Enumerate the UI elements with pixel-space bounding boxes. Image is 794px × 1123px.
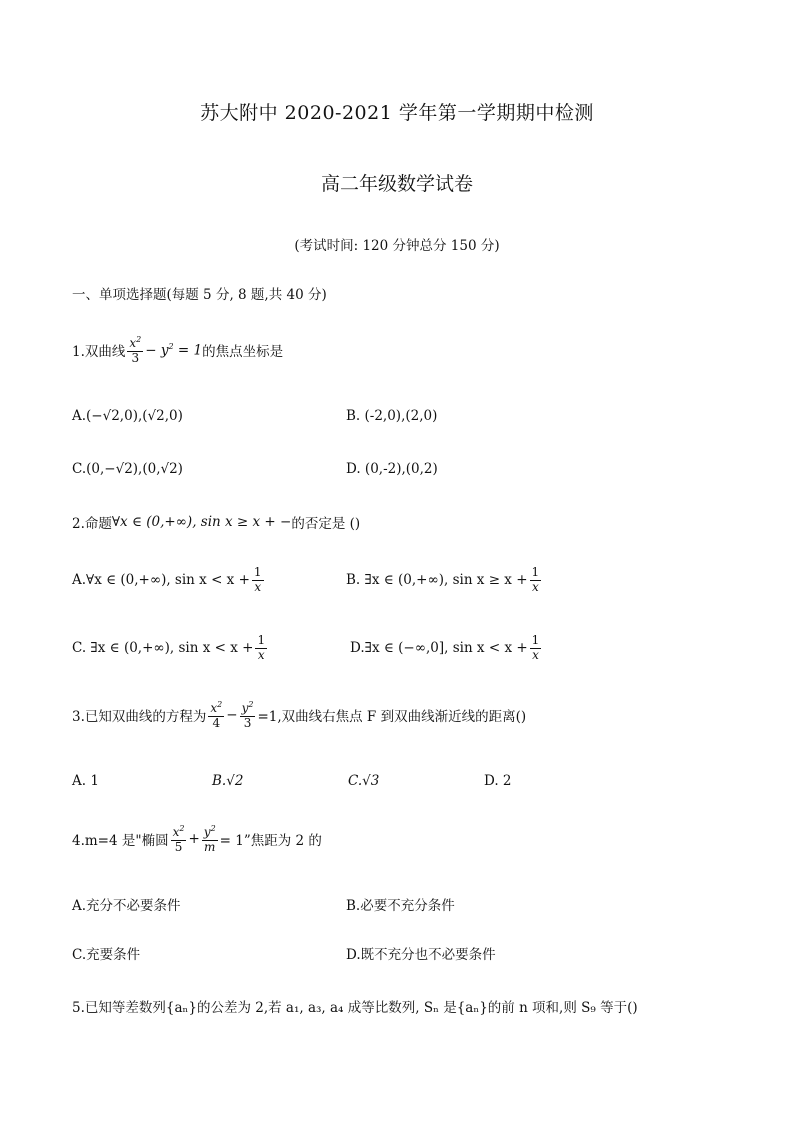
q1-option-a[interactable]: A.(−√2,0),(√2,0) [72, 408, 183, 424]
q1-option-d[interactable]: D. (0,-2),(0,2) [346, 461, 438, 477]
q3-option-b[interactable]: B.√2 [212, 773, 244, 789]
q3-option-c[interactable]: C.√3 [348, 773, 380, 789]
q3-option-a[interactable]: A. 1 [72, 773, 99, 789]
q1-option-c[interactable]: C.(0,−√2),(0,√2) [72, 461, 183, 477]
q1-suffix: 的焦点坐标是 [202, 344, 284, 361]
exam-title: 苏大附中 2020-2021 学年第一学期期中检测 [200, 102, 594, 124]
q2-option-d[interactable]: D.∃x ∈ (−∞,0], sin x < x + $\frac{1}{x}$ [350, 633, 540, 662]
q4-suffix: = 1”焦距为 2 的 [219, 833, 322, 850]
question-5: 5.已知等差数列{aₙ}的公差为 2,若 a₁, a₃, a₄ 成等比数列, Sₙ 是{aₙ}的前 n 项和,则 S₉ 等于() [72, 1000, 638, 1016]
q1-prefix: 1.双曲线 [72, 344, 126, 361]
q3-option-d[interactable]: D. 2 [484, 773, 512, 789]
q2-option-c[interactable]: C. ∃x ∈ (0,+∞), sin x < x + $\frac{1}{x}$ [72, 633, 266, 662]
q2-option-b[interactable]: B. ∃x ∈ (0,+∞), sin x ≥ x + $\frac{1}{x}$ [346, 565, 540, 594]
q1-fraction: $\frac{x^2}{3}$ [129, 335, 142, 365]
q2-prefix: 2.命题 [72, 516, 112, 532]
q3-suffix: =1,双曲线右焦点 F 到双曲线渐近线的距离() [257, 709, 527, 726]
q4-option-d[interactable]: D.既不充分也不必要条件 [346, 947, 496, 963]
q4-option-a[interactable]: A.充分不必要条件 [72, 898, 181, 914]
question-1 [72, 335, 283, 366]
q4-option-b[interactable]: B.必要不充分条件 [346, 898, 455, 914]
q3-prefix: 3.已知双曲线的方程为 [72, 709, 207, 726]
section-heading: 一、单项选择题(每题 5 分, 8 题,共 40 分) [72, 287, 327, 303]
q1-equation: − $y^2 = 1$ [145, 342, 203, 359]
exam-subtitle: 高二年级数学试卷 [320, 173, 473, 195]
q2-option-a[interactable]: A.∀x ∈ (0,+∞), sin x < x + $\frac{1}{x}$ [72, 565, 262, 594]
question-4: 4.m=4 是"椭圆 $\frac{x^2}{5}$ + $\frac{y^2}{m}$ = 1”焦距为 2 的 [72, 824, 322, 854]
exam-info: (考试时间: 120 分钟总分 150 分) [294, 238, 500, 254]
q4-option-c[interactable]: C.充要条件 [72, 947, 141, 963]
q1-option-b[interactable]: B. (-2,0),(2,0) [346, 408, 438, 424]
q4-prefix: 4.m=4 是"椭圆 [72, 833, 169, 850]
question-2 [72, 512, 360, 532]
q2-body: ∀x ∈ (0,+∞), sin x ≥ x + − [111, 514, 292, 530]
q2-suffix: 的否定是 () [291, 516, 361, 532]
question-3: 3.已知双曲线的方程为 $\frac{x^2}{4}$ − $\frac{y^2}{3}$ =1,双曲线右焦点 F 到双曲线渐近线的距离() [72, 700, 527, 730]
